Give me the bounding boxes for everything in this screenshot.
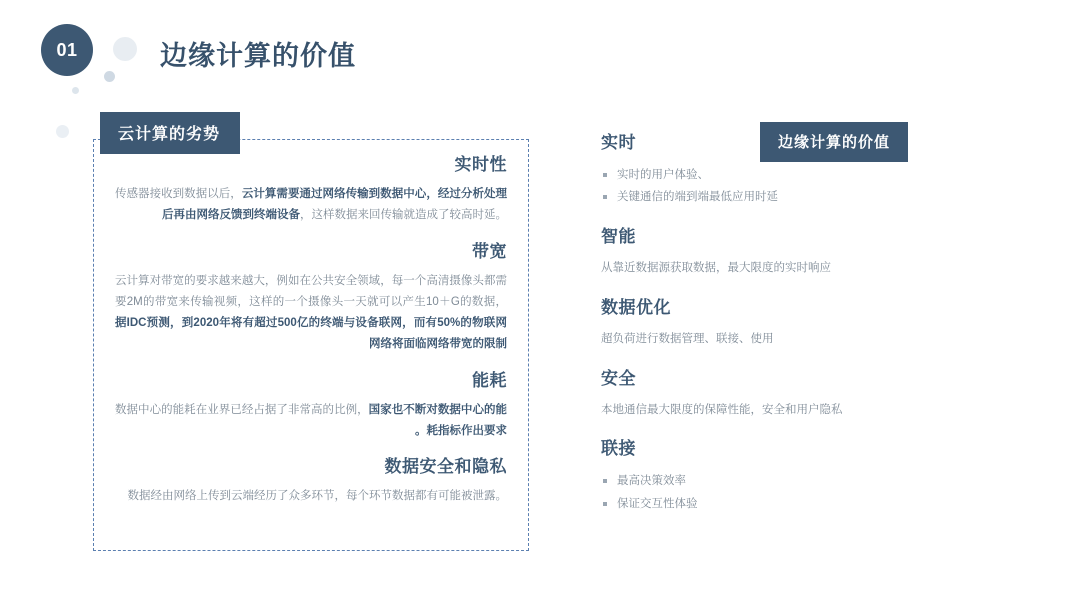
left-section-heading: 带宽 bbox=[472, 241, 507, 261]
left-section bbox=[115, 452, 507, 507]
decorative-dot-small bbox=[72, 87, 79, 94]
left-section bbox=[115, 150, 507, 227]
text-run: 数据中心的能耗在业界已经占据了非常高的比例， bbox=[115, 403, 369, 416]
right-section-bullets bbox=[601, 164, 931, 209]
right-section-paragraph: 本地通信最大限度的保障性能，安全和用户隐私 bbox=[601, 403, 843, 416]
edge-value-tag: 边缘计算的价值 bbox=[760, 122, 908, 162]
right-section bbox=[601, 293, 931, 351]
left-section-heading: 能耗 bbox=[472, 370, 507, 390]
left-section-body bbox=[115, 184, 507, 227]
right-section-heading: 数据优化 bbox=[601, 297, 671, 317]
list-item: 最高决策效率 bbox=[601, 470, 931, 492]
slide-header bbox=[0, 0, 1080, 100]
right-section-heading: 联接 bbox=[601, 439, 636, 459]
text-run: ，这样数据来回传输就造成了较高时延。 bbox=[300, 209, 507, 222]
text-run: 云计算对带宽的要求越来越大，例如在公共安全领域，每一个高清摄像头都需要2M的带宽来传输视频，这样的一个摄像头一天就可以产生10＋G的数据， bbox=[115, 274, 507, 308]
text-run: 传感器接收到数据以后， bbox=[115, 188, 242, 200]
page-title: 边缘计算的价值 bbox=[160, 41, 356, 71]
right-section bbox=[601, 128, 931, 209]
right-section bbox=[601, 434, 931, 515]
list-item: 保证交互性体验 bbox=[601, 493, 931, 515]
decorative-dot-tiny bbox=[56, 125, 69, 138]
list-item: 实时的用户体验、 bbox=[601, 164, 931, 186]
right-section-paragraph: 从靠近数据源获取数据，最大限度的实时响应 bbox=[601, 261, 831, 274]
right-section-heading: 实时 bbox=[601, 133, 636, 152]
text-run-bold: 国家也不断对数据中心的能耗指标作出要求。 bbox=[368, 403, 508, 437]
decorative-dot-medium bbox=[104, 71, 115, 82]
right-section-bullets bbox=[601, 470, 931, 515]
left-section bbox=[115, 366, 507, 443]
section-number-badge: 01 bbox=[41, 24, 93, 76]
cloud-disadvantages-content bbox=[93, 135, 529, 551]
left-section bbox=[115, 237, 507, 356]
cloud-disadvantages-tag: 云计算的劣势 bbox=[100, 112, 240, 154]
edge-value-content bbox=[601, 128, 931, 528]
right-section bbox=[601, 364, 931, 422]
list-item: 关键通信的端到端最低应用时延 bbox=[601, 186, 931, 208]
right-section-heading: 安全 bbox=[601, 368, 636, 388]
text-run-bold: 据IDC预测，到2020年将有超过500亿的终端与设备联网，而有50%的物联网网络将面临网络带宽的限制 bbox=[115, 317, 507, 351]
left-section-body bbox=[115, 486, 507, 507]
left-section-body bbox=[115, 271, 507, 356]
text-run-bold: 云计算需要通过网络传输到数据中心，经过分析处理后再由网络反馈到终端设备 bbox=[162, 188, 508, 222]
right-section bbox=[601, 222, 931, 280]
text-run: 数据经由网络上传到云端经历了众多环节，每个环节数据都有可能被泄露。 bbox=[127, 490, 507, 503]
right-section-heading: 智能 bbox=[601, 226, 636, 246]
left-section-heading: 数据安全和隐私 bbox=[384, 457, 507, 477]
left-section-heading: 实时性 bbox=[454, 155, 507, 174]
left-section-body bbox=[115, 400, 507, 443]
right-section-paragraph: 超负荷进行数据管理、联接、使用 bbox=[601, 332, 774, 345]
decorative-dot-large bbox=[113, 37, 137, 61]
